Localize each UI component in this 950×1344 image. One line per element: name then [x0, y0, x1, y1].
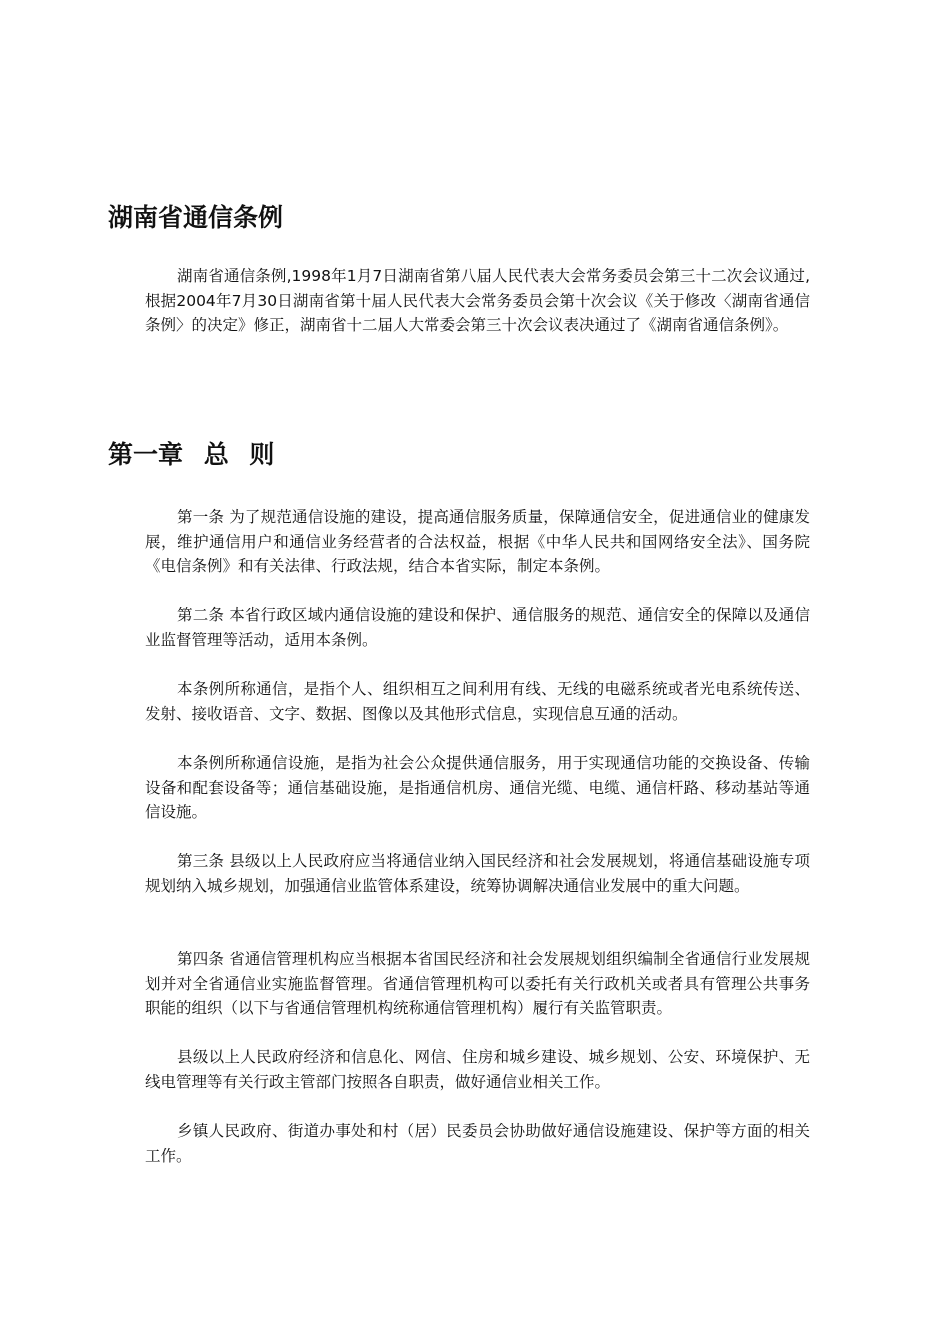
article-2-paragraph: 第二条 本省行政区域内通信设施的建设和保护、通信服务的规范、通信安全的保障以及通信业监督管理等活动，适用本条例。 [145, 606, 810, 649]
document-title: 湖南省通信条例 [108, 203, 284, 232]
intro-paragraph: 湖南省通信条例,1998年1月7日湖南省第八届人民代表大会常务委员会第三十二次会议通过,根据2004年7月30日湖南省第十届人民代表大会常务委员会第十次会议《关于修改〈湖南省通信条例〉的决定》修正，湖南省十二届人大常委会第三十次会议表决通过了《湖南省通信条例》。 [145, 267, 810, 334]
chapter-title: 第一章 总 则 [108, 440, 275, 469]
departments-duty-paragraph: 县级以上人民政府经济和信息化、网信、住房和城乡建设、城乡规划、公安、环境保护、无线电管理等有关行政主管部门按照各自职责，做好通信业相关工作。 [145, 1048, 810, 1091]
article-3-paragraph: 第三条 县级以上人民政府应当将通信业纳入国民经济和社会发展规划，将通信基础设施专项规划纳入城乡规划，加强通信业监管体系建设，统筹协调解决通信业发展中的重大问题。 [145, 852, 810, 895]
article-1-paragraph: 第一条 为了规范通信设施的建设，提高通信服务质量，保障通信安全，促进通信业的健康发展，维护通信用户和通信业务经营者的合法权益，根据《中华人民共和国网络安全法》、国务院《电信条例》和有关法律、行政法规，结合本省实际，制定本条例。 [145, 508, 810, 575]
communication-definition-paragraph: 本条例所称通信，是指个人、组织相互之间利用有线、无线的电磁系统或者光电系统传送、发射、接收语音、文字、数据、图像以及其他形式信息，实现信息互通的活动。 [145, 680, 810, 723]
township-duty-paragraph: 乡镇人民政府、街道办事处和村（居）民委员会协助做好通信设施建设、保护等方面的相关工作。 [145, 1122, 810, 1165]
facilities-definition-paragraph: 本条例所称通信设施，是指为社会公众提供通信服务，用于实现通信功能的交换设备、传输设备和配套设备等；通信基础设施，是指通信机房、通信光缆、电缆、通信杆路、移动基站等通信设施。 [145, 754, 810, 821]
article-4-paragraph: 第四条 省通信管理机构应当根据本省国民经济和社会发展规划组织编制全省通信行业发展规划并对全省通信业实施监督管理。省通信管理机构可以委托有关行政机关或者具有管理公共事务职能的组织（以下与省通信管理机构统称通信管理机构）履行有关监管职责。 [145, 950, 810, 1017]
